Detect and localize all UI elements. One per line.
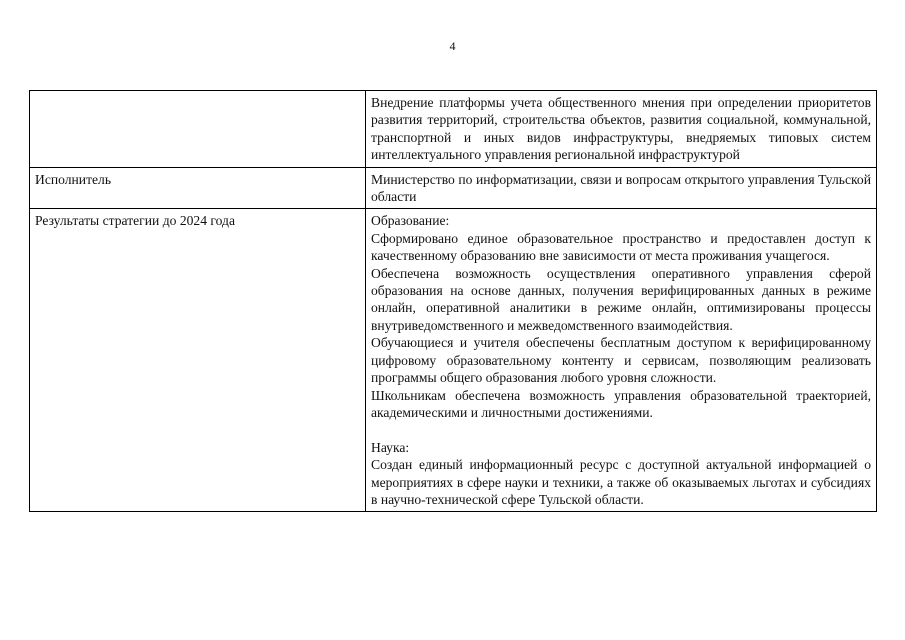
table-row xyxy=(30,209,877,512)
platform-description: Внедрение платформы учета общественного мнения при определении приоритетов развития территорий, строительства объектов, развития социальной, коммунальной, транспортной и иных видов инфраструктуры, внедряемых типовых систем интеллектуального управления региональной инфраструктурой xyxy=(371,95,871,163)
education-paragraph: Сформировано единое образовательное пространство и предоставлен доступ к качественному образованию вне зависимости от места проживания учащегося. xyxy=(371,230,871,264)
education-paragraph: Обеспечена возможность осуществления оперативного управления сферой образования на основе данных, получения верифицированных данных в режиме онлайн, оперативной аналитики в режиме онлайн, оптимизированы процессы внутриведомственного и межведомственного взаимодействия. xyxy=(371,265,871,333)
row-label-cell: Исполнитель xyxy=(30,167,366,209)
education-paragraph: Школьникам обеспечена возможность управления образовательной траекторией, академическими и личностными достижениями. xyxy=(371,387,871,420)
science-paragraph: Создан единый информационный ресурс с доступной актуальной информацией о мероприятиях в сфере науки и техники, а также об оказываемых льготах и субсидиях в научно-технической сфере Тульской области. xyxy=(371,457,871,507)
row-value-cell xyxy=(366,167,877,209)
executor-name: Министерство по информатизации, связи и вопросам открытого управления Тульской области xyxy=(371,171,871,205)
row-value-cell xyxy=(366,91,877,168)
page-number: 4 xyxy=(449,39,456,53)
row-label-cell xyxy=(30,91,366,168)
strategy-table xyxy=(29,90,877,512)
education-paragraph: Обучающиеся и учителя обеспечены бесплатным доступом к верифицированному цифровому образовательному контенту и сервисам, позволяющим реализовать программы общего образования любого уровня сложности. xyxy=(371,335,871,386)
science-heading: Наука: xyxy=(371,439,410,455)
table-row xyxy=(30,167,877,209)
section-spacer xyxy=(371,421,871,438)
row-value-cell xyxy=(366,209,877,512)
table-row xyxy=(30,91,877,168)
education-heading: Образование: xyxy=(371,213,450,229)
row-label-cell: Результаты стратегии до 2024 года xyxy=(30,209,366,512)
